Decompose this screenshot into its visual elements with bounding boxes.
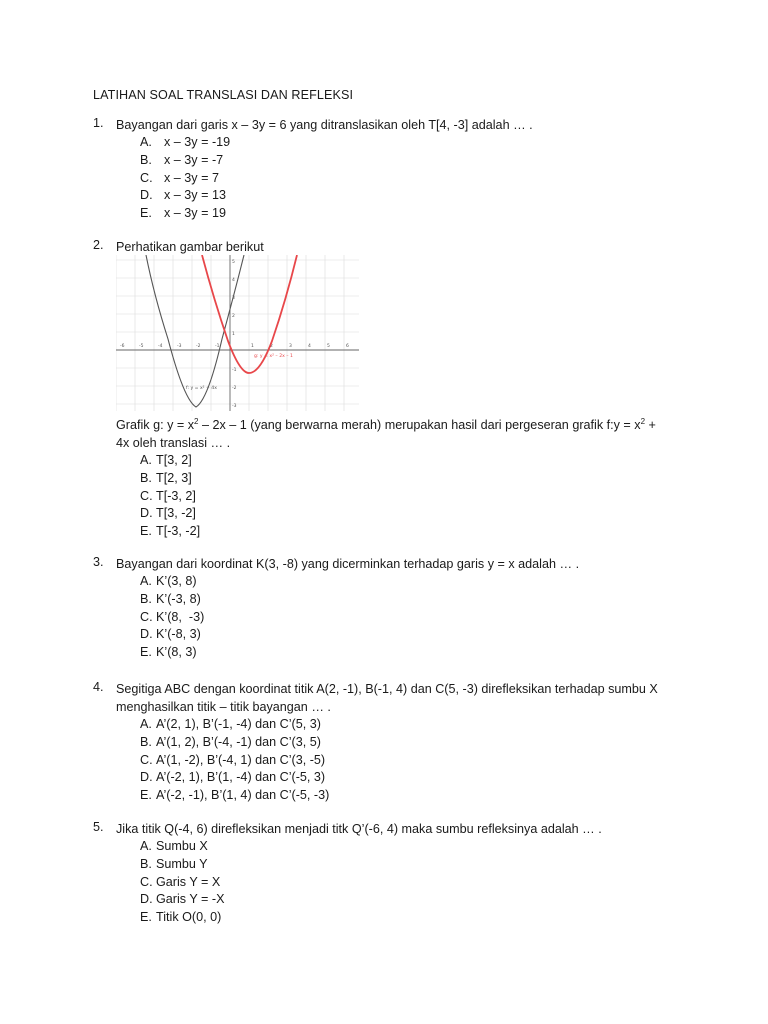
- question-number: 2.: [93, 238, 104, 252]
- question-stem: Perhatikan gambar berikut: [116, 240, 264, 254]
- svg-text:3: 3: [289, 344, 292, 349]
- option-list: [140, 716, 693, 805]
- svg-text:-6: -6: [120, 344, 125, 349]
- option-item: E. Titik O(0, 0): [140, 910, 222, 925]
- svg-text:-4: -4: [158, 344, 163, 349]
- option-list: [140, 452, 676, 541]
- question-5: [93, 820, 693, 940]
- option-item: A. Sumbu X: [140, 839, 208, 853]
- svg-text:-2: -2: [232, 386, 237, 391]
- description-line-2: 4x oleh translasi … .: [116, 436, 231, 450]
- description-line-1: Grafik g: $y = x^2 - 2x - 1$ (yang berwarna merah) merupakan hasil dari pergeseran grafik f:y = $x^2$ +: [116, 416, 656, 432]
- question-2: [93, 238, 693, 256]
- option-item: B. A’(1, 2), B’(-4, -1) dan C’(3, 5): [140, 734, 321, 749]
- option-item: B. Sumbu Y: [140, 856, 208, 871]
- svg-text:2: 2: [270, 344, 273, 349]
- option-item: C. A’(1, -2), B’(-4, 1) dan C’(3, -5): [140, 752, 326, 767]
- question-stem: Bayangan dari garis x – 3y = 6 yang ditranslasikan oleh T[4, -3] adalah … .: [116, 118, 533, 132]
- option-item: B. x – 3y = -7: [140, 152, 224, 167]
- svg-text:-3: -3: [177, 344, 182, 349]
- option-item: D. Garis Y = -X: [140, 892, 225, 907]
- option-item: B. T[2, 3]: [140, 470, 192, 485]
- question-1: [93, 116, 693, 236]
- question-number: 5.: [93, 820, 104, 834]
- option-item: C. K’(8, -3): [140, 609, 205, 624]
- option-item: E. T[-3, -2]: [140, 524, 201, 539]
- question-stem: Jika titik Q(-4, 6) direfleksikan menjadi titk Q’(-6, 4) maka sumbu refleksinya adalah … .: [116, 822, 602, 836]
- svg-text:-1: -1: [215, 344, 220, 349]
- question-stem: Bayangan dari koordinat K(3, -8) yang dicerminkan terhadap garis y = x adalah … .: [116, 557, 580, 571]
- svg-text:6: 6: [346, 344, 349, 349]
- option-item: A. x – 3y = -19: [140, 135, 231, 149]
- question-4: [93, 680, 693, 818]
- svg-text:-1: -1: [232, 368, 237, 373]
- svg-text:4: 4: [232, 278, 235, 283]
- option-item: E. A’(-2, -1), B’(1, 4) dan C’(-5, -3): [140, 788, 330, 803]
- svg-text:1: 1: [232, 332, 235, 337]
- question-2-description: [116, 416, 676, 554]
- option-list: [140, 838, 693, 927]
- question-number: 1.: [93, 116, 104, 130]
- option-item: A. K’(3, 8): [140, 574, 197, 588]
- option-item: E. x – 3y = 19: [140, 206, 226, 221]
- svg-text:5: 5: [327, 344, 330, 349]
- option-item: D. A’(-2, 1), B’(1, -4) dan C’(-5, 3): [140, 770, 326, 785]
- option-item: D. x – 3y = 13: [140, 188, 226, 203]
- option-item: E. K’(8, 3): [140, 645, 197, 660]
- label-f: f: y = x² + 4x: [186, 386, 217, 391]
- question-number: 4.: [93, 680, 104, 694]
- option-item: C. T[-3, 2]: [140, 488, 196, 503]
- option-item: A. T[3, 2]: [140, 453, 192, 467]
- option-list: [140, 573, 693, 662]
- svg-text:4: 4: [308, 344, 311, 349]
- option-item: C. x – 3y = 7: [140, 170, 219, 185]
- svg-text:-3: -3: [232, 404, 237, 409]
- svg-text:5: 5: [232, 260, 235, 265]
- svg-text:3: 3: [232, 296, 235, 301]
- option-item: D. K’(-8, 3): [140, 627, 201, 642]
- svg-text:-5: -5: [139, 344, 144, 349]
- question-stem: Segitiga ABC dengan koordinat titik A(2, -1), B(-1, 4) dan C(5, -3) direfleksikan terhadap sumbu X menghasilkan titik – titik bayangan … .: [116, 682, 658, 714]
- option-item: A. A’(2, 1), B’(-1, -4) dan C’(5, 3): [140, 717, 321, 731]
- page-title: LATIHAN SOAL TRANSLASI DAN REFLEKSI: [93, 88, 354, 102]
- tick-labels: [120, 259, 349, 409]
- question-3: [93, 555, 693, 675]
- option-item: B. K’(-3, 8): [140, 591, 201, 606]
- option-item: C. Garis Y = X: [140, 874, 221, 889]
- parabola-graph: [116, 255, 359, 411]
- svg-text:-2: -2: [196, 344, 201, 349]
- option-item: D. T[3, -2]: [140, 506, 196, 521]
- svg-text:1: 1: [251, 344, 254, 349]
- option-list: [140, 134, 693, 223]
- svg-text:2: 2: [232, 314, 235, 319]
- question-number: 3.: [93, 555, 104, 569]
- label-g: g: y = x² – 2x – 1: [254, 354, 293, 359]
